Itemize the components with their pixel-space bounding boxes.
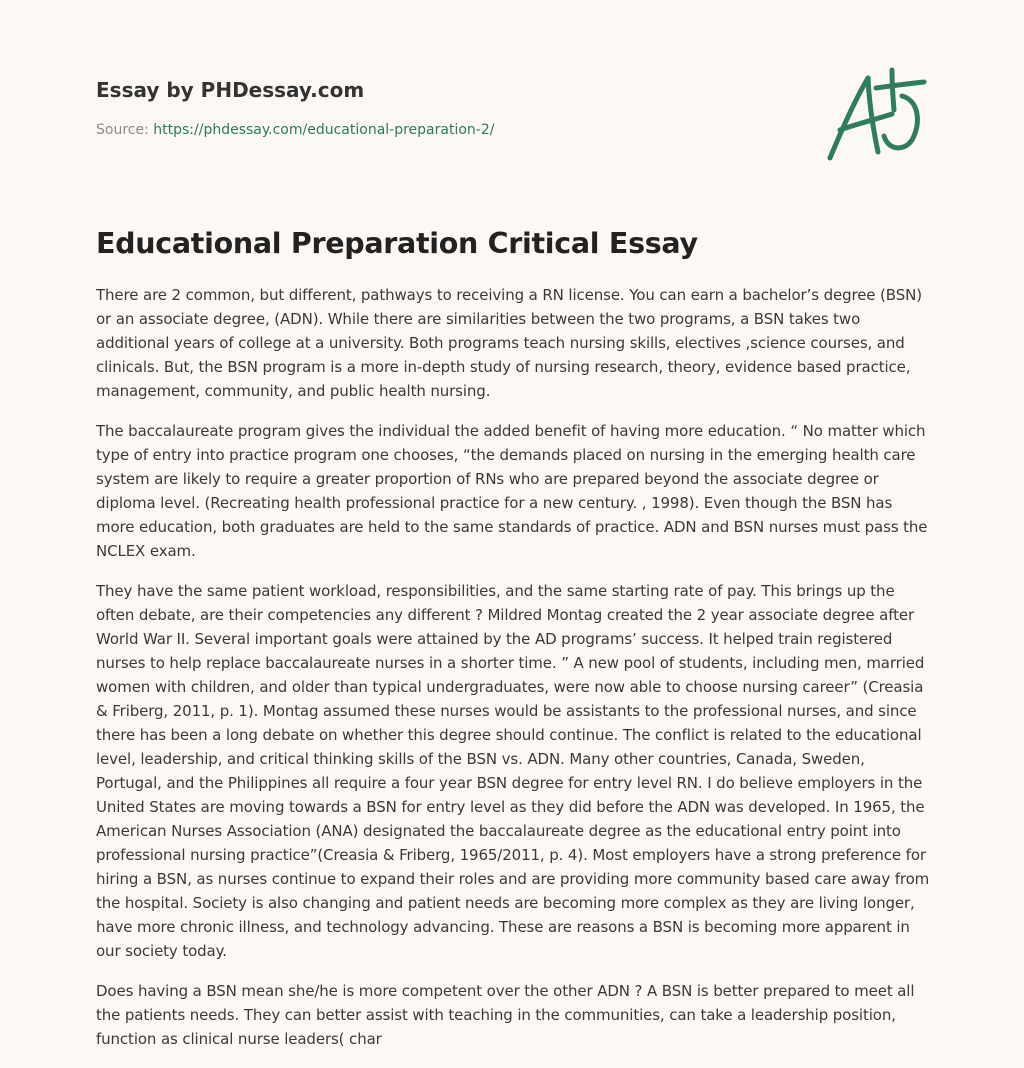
essay-paragraph: They have the same patient workload, responsibilities, and the same starting rate of pay. This brings up the often debate, are their competencies any different ? Mildred Montag created the 2 year associate degree after World War II. Several important goals were attained by the AD programs’ success. It helped train registered nurses to help replace baccalaureate nurses in a shorter time. ” A new pool of students, including men, married women with children, and older than typical undergraduates, were now able to choose nursing career” (Creasia & Friberg, 2011, p. 1). Montag assumed these nurses would be assistants to the professional nurses, and since there has been a long debate on whether this degree should continue. The conflict is related to the educational level, leadership, and critical thinking skills of the BSN vs. ADN. Many other countries, Canada, Sweden, Portugal, and the Philippines all require a four year BSN degree for entry level RN. I do believe employers in the United States are moving towards a BSN for entry level as they did before the ADN was developed. In 1965, the American Nurses Association (ANA) designated the baccalaureate degree as the educational entry point into professional nursing practice”(Creasia & Friberg, 1965/2011, p. 4). Most employers have a strong preference for hiring a BSN, as nurses continue to expand their roles and are providing more community based care away from the hospital. Society is also changing and patient needs are becoming more complex as they are living longer, have more chronic illness, and technology advancing. These are reasons a BSN is becoming more apparent in our society today. [96,582,930,960]
essay-paragraph: The baccalaureate program gives the individual the added benefit of having more education. “ No matter which type of entry into practice program one chooses, “the demands placed on nursing in the emerging health care system are likely to require a greater proportion of RNs who are prepared beyond the associate degree or diploma level. (Recreating health professional practice for a new century. , 1998). Even though the BSN has more education, both graduates are held to the same standards of practice. ADN and BSN nurses must pass the NCLEX exam. [96,422,928,560]
essay-paragraph: Does having a BSN mean she/he is more competent over the other ADN ? A BSN is better prepared to meet all the patients needs. They can better assist with teaching in the communities, can take a leadership position, function as clinical nurse leaders( char [96,982,915,1048]
source-link[interactable]: https://phdessay.com/educational-preparation-2/ [153,122,495,138]
source-line [96,120,796,140]
essay-title: Educational Preparation Critical Essay [96,227,698,260]
site-brand: Essay by PHDessay.com [96,78,365,102]
essay-body [96,283,932,1067]
essay-paragraph: There are 2 common, but different, pathways to receiving a RN license. You can earn a bachelor’s degree (BSN) or an associate degree, (ADN). While there are similarities between the two programs, a BSN takes two additional years of college at a university. Both programs teach nursing skills, electives ,science courses, and clinicals. But, the BSN program is a more in-depth study of nursing research, theory, evidence based practice, management, community, and public health nursing. [96,286,922,400]
source-label: Source: [96,122,149,138]
a-plus-grade-icon [818,64,934,168]
page-header [96,72,796,140]
